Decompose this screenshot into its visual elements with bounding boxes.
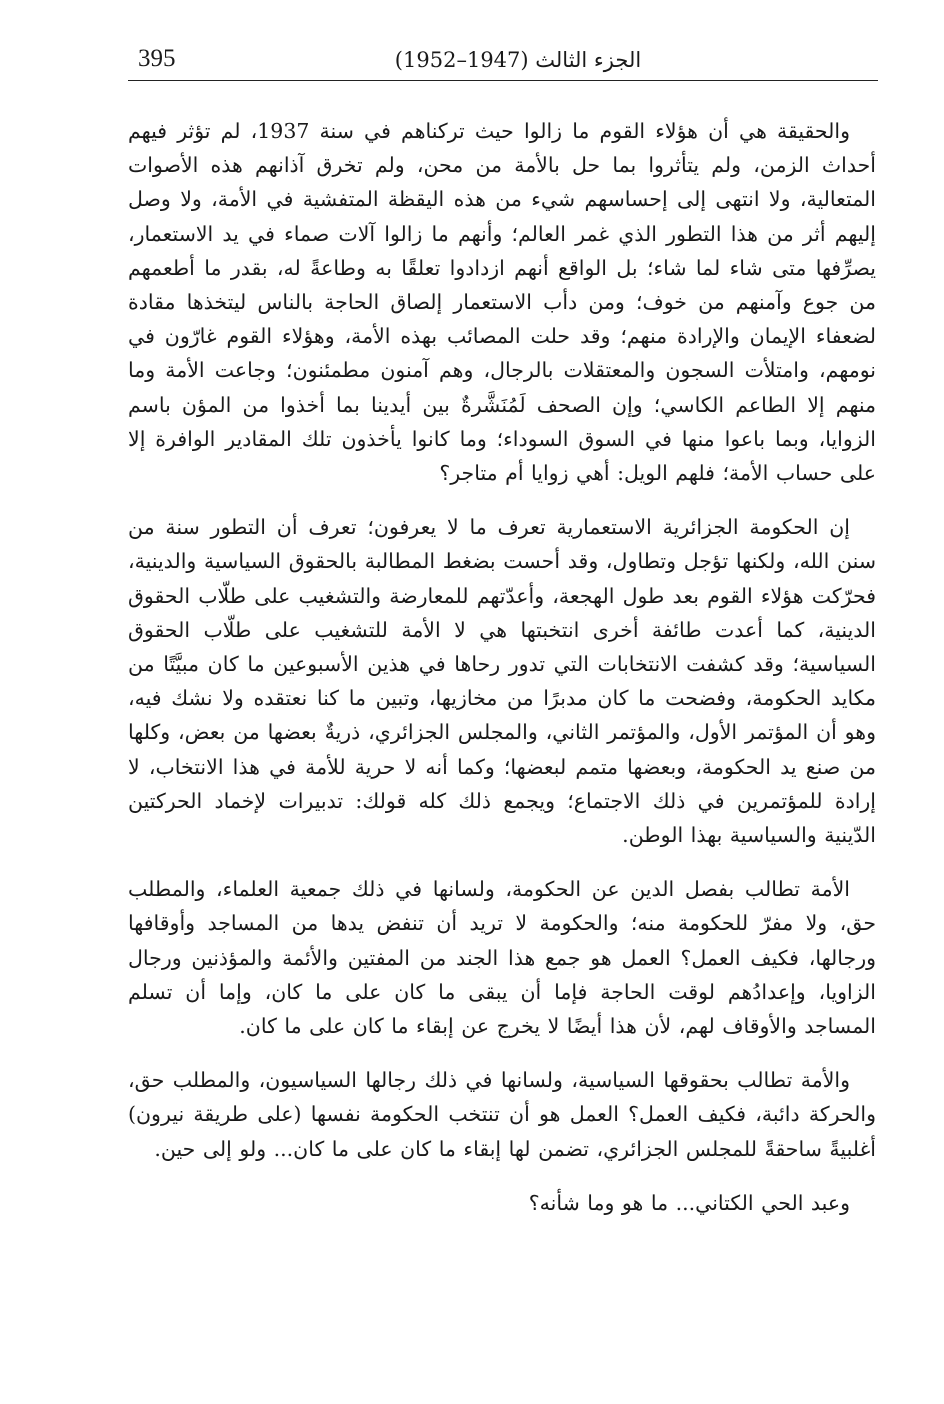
paragraph: الأمة تطالب بفصل الدين عن الحكومة، ولسانها في ذلك جمعية العلماء، والمطلب حق، ولا مفرّ للحكومة منه؛ والحكومة لا تريد أن تنفض يدها من المساجد وأوقافها ورجالها، فكيف العمل؟ العمل هو جمع هذا الجند من المفتين والأئمة والمؤذنين ورجال الزاويا، وإعدادُهم لوقت الحاجة فإما أن يبقى ما كان على ما كان، وإما أن تسلم المساجد والأوقاف لهم، لأن هذا أيضًا لا يخرج عن إبقاء ما كان على ما كان. [128, 877, 876, 1039]
paragraph: إن الحكومة الجزائرية الاستعمارية تعرف ما لا يعرفون؛ تعرف أن التطور سنة من سنن الله، ولكنها تؤجل وتطاول، وقد أحست بضغط المطالبة بالحقوق السياسية والدينية، فحرّكت هؤلاء القوم بعد طول الهجعة، وأعدّتهم للمعارضة والتشغيب على طلّاب الحقوق الدينية، كما أعدت طائفة أخرى انتخبتها هي لا الأمة للتشغيب على طلّاب الحقوق السياسية؛ وقد كشفت الانتخابات التي تدور رحاها في هذين الأسبوعين ما كان مبيَّتًا من مكايد الحكومة، وفضحت ما كان مدبرًا من مخازيها، وتبين ما كنا نعتقده ولا نشك فيه، وهو أن المؤتمر الأول، والمؤتمر الثاني، والمجلس الجزائري، ذريةٌ بعضها من بعض، وكلها من صنع يد الحكومة، وبعضها متمم لبعضها؛ وكما أنه لا حرية للأمة في هذا الانتخاب، لا إرادة للمؤتمرين في ذلك الاجتماع؛ ويجمع ذلك كله قولك: تدبيرات لإخماد الحركتين الدّينية والسياسية بهذا الوطن. [128, 515, 876, 848]
body-text [128, 114, 876, 1220]
header-rule [128, 80, 878, 81]
running-header [128, 40, 878, 80]
paragraph: والأمة تطالب بحقوقها السياسية، ولسانها في ذلك رجالها السياسيون، والمطلب حق، والحركة دائبة، فكيف العمل؟ العمل هو أن تنتخب الحكومة نفسها (على طريقة نيرون) أغلبيةً ساحقةً للمجلس الجزائري، تضمن لها إبقاء ما كان على ما كان... ولو إلى حين. [128, 1068, 876, 1161]
paragraph: والحقيقة هي أن هؤلاء القوم ما زالوا حيث تركناهم في سنة 1937، لم تؤثر فيهم أحداث الزمن، ولم يتأثروا بما حل بالأمة من محن، ولم تخرق آذانهم هذه الأصوات المتعالية، ولا انتهى إلى إحساسهم شيء من هذه اليقظة المتفشية في الأمة، ولا وصل إليهم أثر من هذا التطور الذي غمر العالم؛ وأنهم ما زالوا آلات صماء في يد الاستعمار، يصرِّفها متى شاء لما شاء؛ بل الواقع أنهم ازدادوا تعلقًا به وطاعةً له، بقدر ما أطعمهم من جوع وآمنهم من خوف؛ ومن دأب الاستعمار إلصاق الحاجة بالناس ليتخذها مقادة لضعفاء الإيمان والإرادة منهم؛ وقد حلت المصائب بهذه الأمة، وهؤلاء القوم غارّون في نومهم، وامتلأت السجون والمعتقلات بالرجال، وهم آمنون مطمئنون؛ وجاعت الأمة وما منهم إلا الطاعم الكاسي؛ وإن الصحف لَمُنَشَّرةٌ بين أيدينا بما أخذوا من المؤن باسم الزوايا، وبما باعوا منها في السوق السوداء؛ وما كانوا يأخذون تلك المقادير الوافرة إلا على حساب الأمة؛ فلهم الويل: أهي زوايا أم متاجر؟ [128, 119, 876, 486]
running-title: الجزء الثالث (1947–1952) [394, 48, 642, 72]
page-number: 395 [138, 45, 176, 72]
paragraph: وعبد الحي الكتاني... ما هو وما شأنه؟ [528, 1190, 850, 1215]
